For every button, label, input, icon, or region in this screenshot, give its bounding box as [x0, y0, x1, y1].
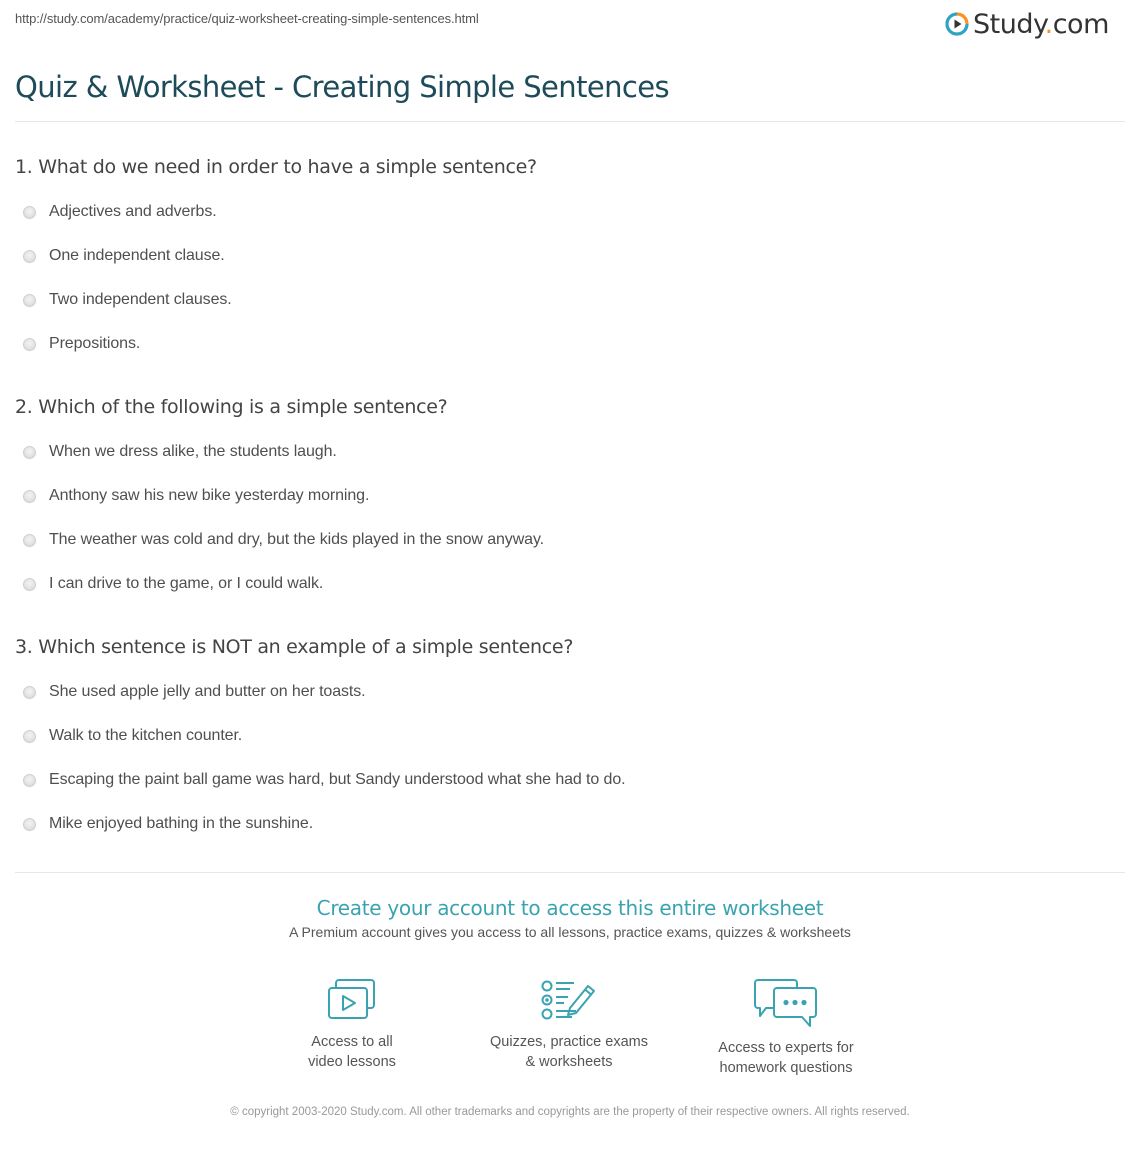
cta-title-link[interactable]: Create your account to access this entire worksheet — [316, 896, 824, 920]
chat-bubbles-icon — [754, 978, 818, 1028]
radio-button[interactable] — [23, 446, 36, 459]
options-list — [15, 430, 1115, 606]
feature-label: Access to all video lessons — [308, 1034, 396, 1070]
radio-button[interactable] — [23, 818, 36, 831]
feature-label: Quizzes, practice exams & worksheets — [490, 1034, 648, 1070]
feature-label: Access to experts for homework questions — [718, 1040, 854, 1076]
title-divider — [15, 121, 1125, 122]
radio-button[interactable] — [23, 338, 36, 351]
cta-divider — [15, 872, 1125, 873]
question-1 — [15, 155, 1115, 366]
radio-button[interactable] — [23, 686, 36, 699]
page-url: http://study.com/academy/practice/quiz-worksheet-creating-simple-sentences.html — [15, 11, 479, 26]
question-title: 1. What do we need in order to have a simple sentence? — [15, 156, 537, 178]
feature-quizzes — [469, 978, 669, 1072]
question-title: 3. Which sentence is NOT an example of a simple sentence? — [15, 636, 574, 658]
answer-option[interactable]: I can drive to the game, or I could walk. — [15, 562, 1115, 606]
play-circle-icon — [945, 12, 969, 36]
radio-button[interactable] — [23, 534, 36, 547]
radio-button[interactable] — [23, 730, 36, 743]
options-list — [15, 190, 1115, 366]
answer-option[interactable]: Escaping the paint ball game was hard, but Sandy understood what she had to do. — [15, 758, 1115, 802]
answer-option[interactable]: Prepositions. — [15, 322, 1115, 366]
page-title: Quiz & Worksheet - Creating Simple Sentences — [15, 70, 669, 104]
answer-option[interactable]: Two independent clauses. — [15, 278, 1115, 322]
radio-button[interactable] — [23, 578, 36, 591]
answer-option[interactable]: She used apple jelly and butter on her toasts. — [15, 670, 1115, 714]
logo-text: Study.com — [973, 8, 1109, 40]
cta-subtitle: A Premium account gives you access to all lessons, practice exams, quizzes & worksheets — [289, 924, 851, 940]
copyright-notice: © copyright 2003-2020 Study.com. All other trademarks and copyrights are the property of their respective owners. All rights reserved. — [230, 1106, 910, 1118]
answer-option[interactable]: The weather was cold and dry, but the kids played in the snow anyway. — [15, 518, 1115, 562]
question-3 — [15, 635, 1115, 846]
feature-video-lessons — [252, 978, 452, 1072]
question-title: 2. Which of the following is a simple sentence? — [15, 396, 448, 418]
options-list — [15, 670, 1115, 846]
answer-option[interactable]: Mike enjoyed bathing in the sunshine. — [15, 802, 1115, 846]
study-logo[interactable] — [945, 8, 1109, 40]
answer-option[interactable]: When we dress alike, the students laugh. — [15, 430, 1115, 474]
radio-button[interactable] — [23, 250, 36, 263]
signup-cta — [0, 896, 1140, 940]
feature-experts — [686, 978, 886, 1078]
radio-button[interactable] — [23, 490, 36, 503]
answer-option[interactable]: Walk to the kitchen counter. — [15, 714, 1115, 758]
answer-option[interactable]: Anthony saw his new bike yesterday morning. — [15, 474, 1115, 518]
quiz-checklist-icon — [540, 978, 598, 1022]
answer-option[interactable]: One independent clause. — [15, 234, 1115, 278]
answer-option[interactable]: Adjectives and adverbs. — [15, 190, 1115, 234]
question-2 — [15, 395, 1115, 606]
radio-button[interactable] — [23, 774, 36, 787]
video-lessons-icon — [326, 978, 378, 1022]
radio-button[interactable] — [23, 206, 36, 219]
radio-button[interactable] — [23, 294, 36, 307]
